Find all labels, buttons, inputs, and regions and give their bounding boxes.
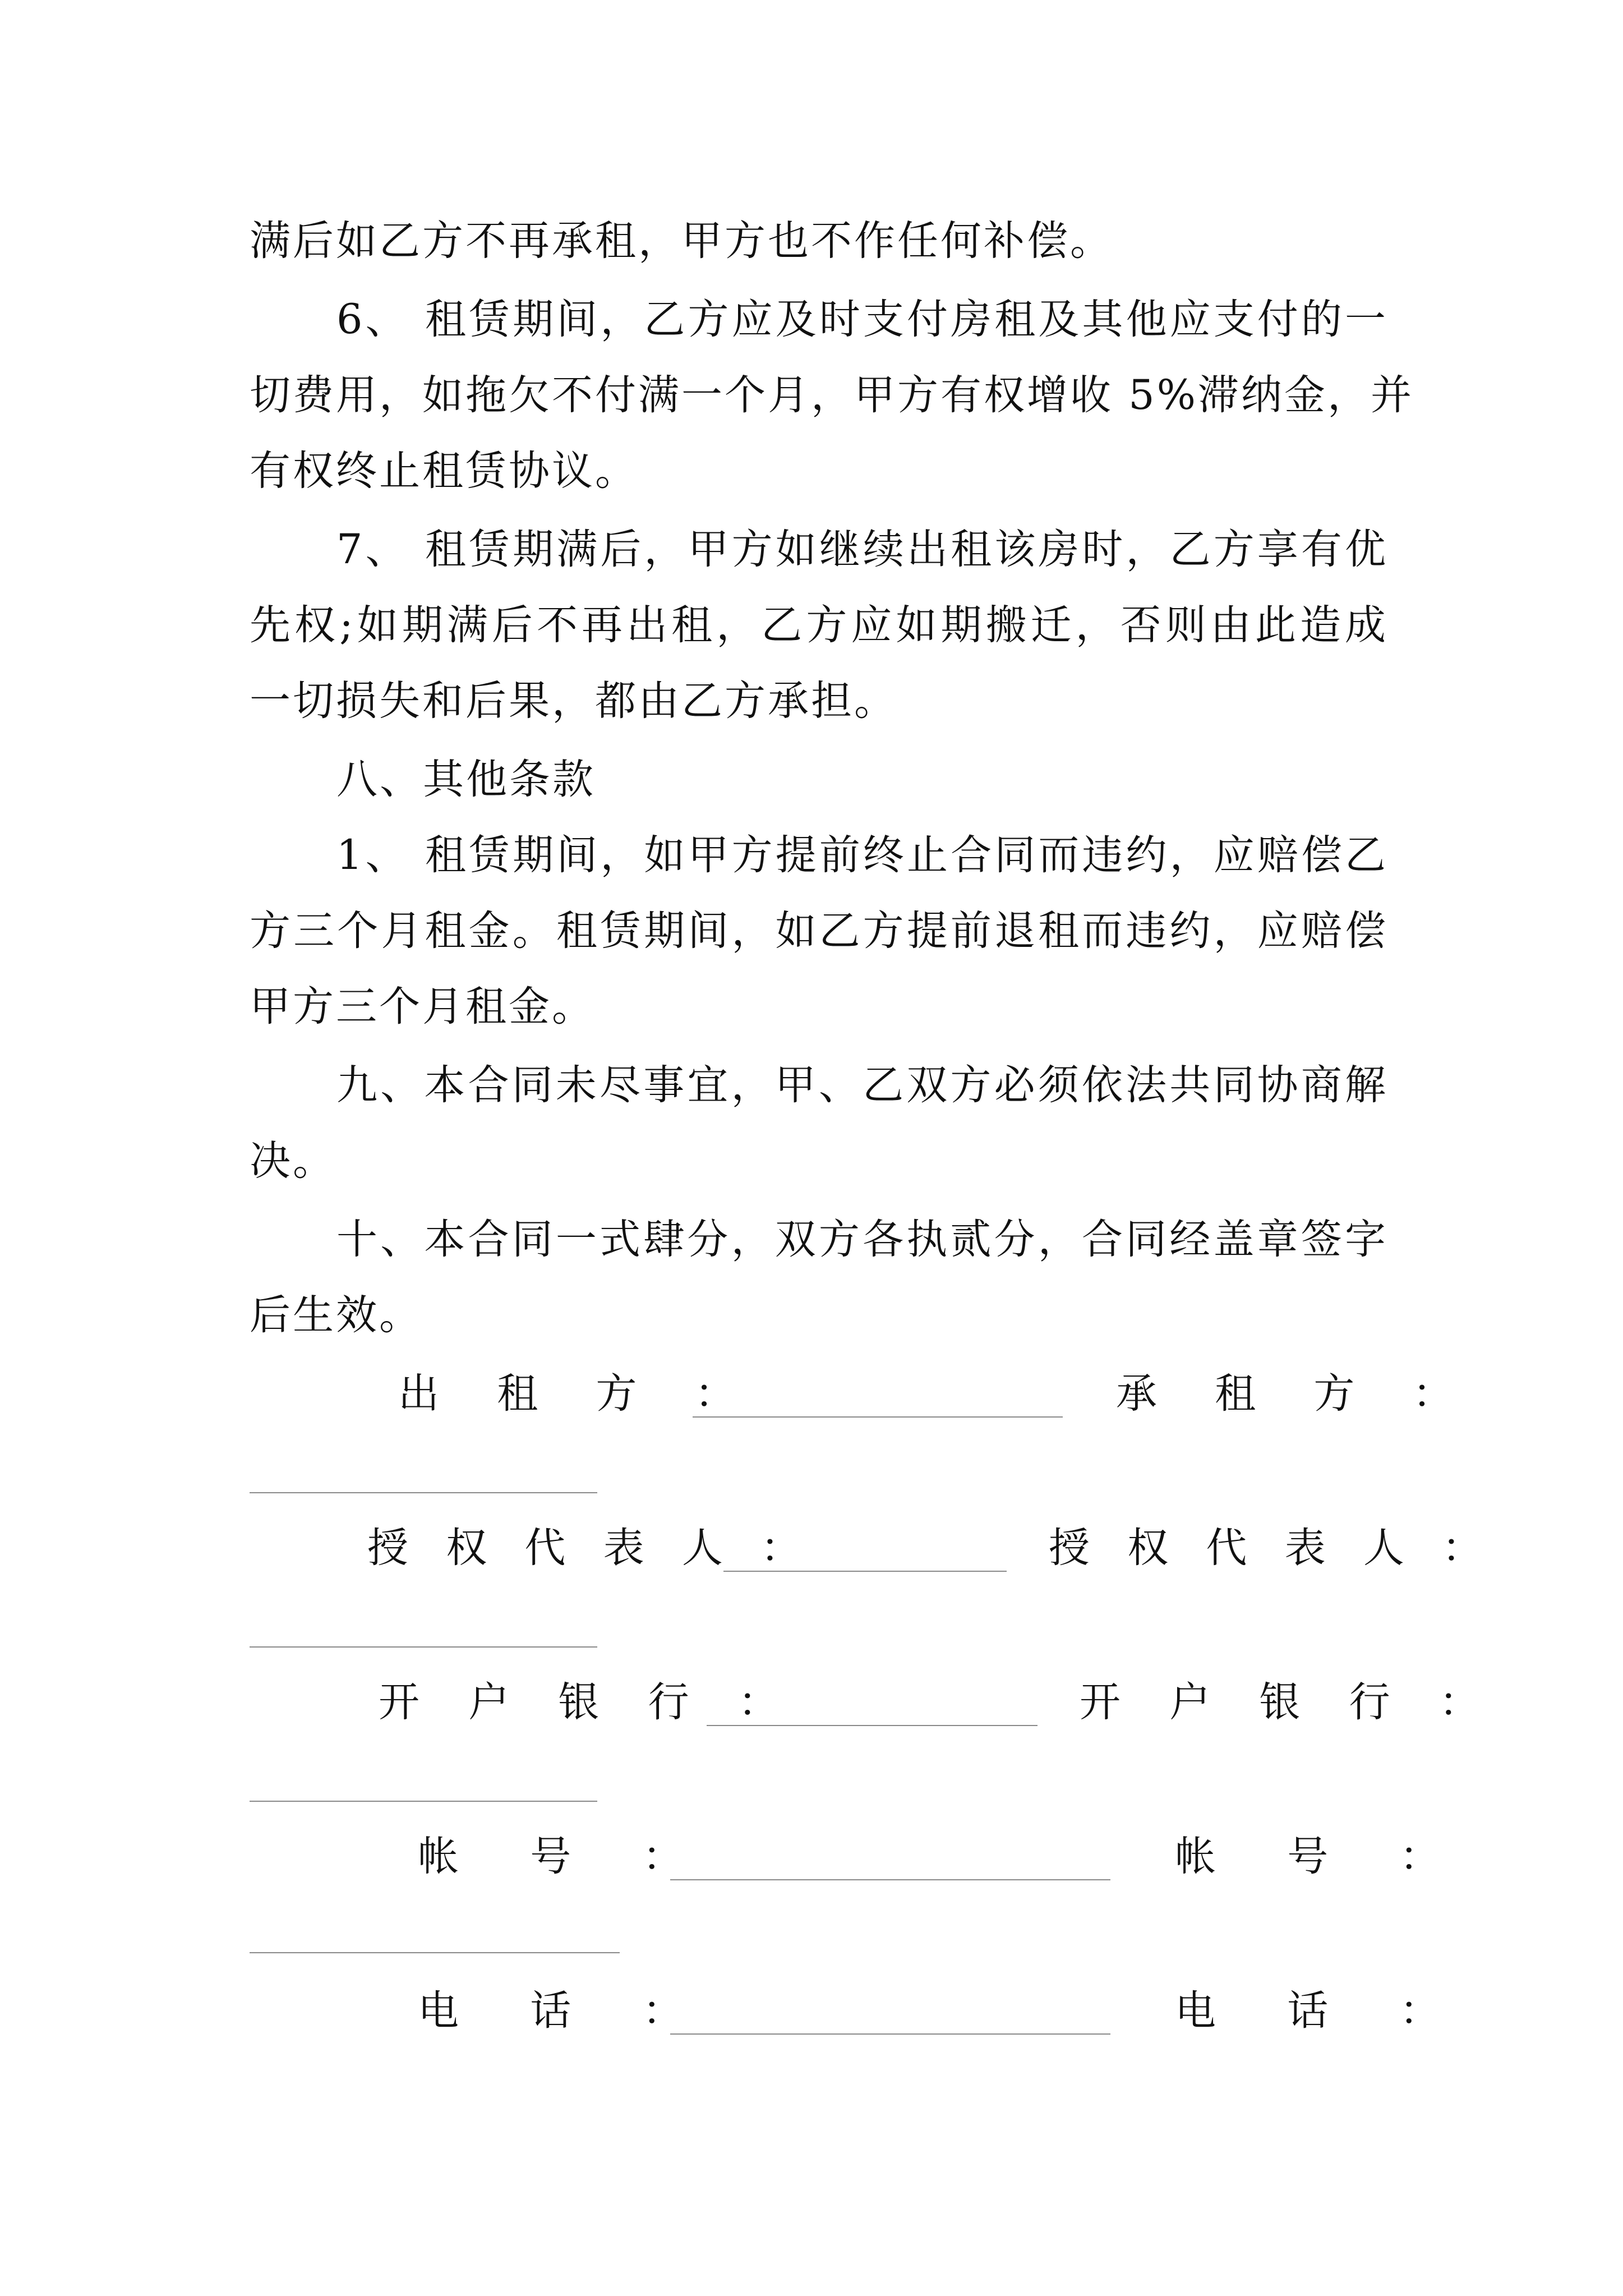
clause-6-line-3: 有权终止租赁协议。 bbox=[250, 447, 638, 495]
bank-label-lessee: 开 户 银 行 ： bbox=[1080, 1678, 1498, 1726]
section-10-line-1: 十、本合同一式肆分，双方各执贰分，合同经盖章签字 bbox=[336, 1216, 1388, 1263]
bank-blank-lessor[interactable] bbox=[707, 1725, 1038, 1726]
lessee-blank[interactable] bbox=[250, 1492, 597, 1493]
account-label-lessee: 帐 号 ： bbox=[1175, 1833, 1470, 1880]
rep-label-lessee: 授 权 代 表 人 ： bbox=[1049, 1524, 1496, 1572]
signature-row-phone bbox=[250, 1983, 1470, 2050]
section-9-line-2: 决。 bbox=[250, 1137, 336, 1185]
clause-1-line-2: 方三个月租金。租赁期间，如乙方提前退租而违约，应赔偿 bbox=[250, 907, 1388, 955]
account-blank-lessee[interactable] bbox=[250, 1952, 620, 1953]
bank-label-lessor: 开 户 银 行 ： bbox=[379, 1678, 797, 1726]
lessee-label: 承 租 方 ： bbox=[1116, 1370, 1476, 1418]
signature-row-parties bbox=[250, 1366, 1476, 1433]
section-9-line-1: 九、本合同未尽事宜，甲、乙双方必须依法共同协商解 bbox=[336, 1061, 1388, 1109]
phone-label-lessee: 电 话 ： bbox=[1175, 1987, 1470, 2035]
clause-6-line-2: 切费用，如拖欠不付满一个月，甲方有权增收 5%滞纳金，并 bbox=[250, 371, 1414, 419]
rep-label-lessor: 授 权 代 表 人 ： bbox=[367, 1524, 814, 1572]
rep-blank-lessor[interactable] bbox=[723, 1571, 1007, 1572]
clause-1-line-1: 1、 租赁期间，如甲方提前终止合同而违约，应赔偿乙 bbox=[336, 831, 1388, 879]
phone-blank-lessor[interactable] bbox=[670, 2033, 1110, 2035]
signature-row-representatives bbox=[250, 1520, 1496, 1588]
section-8-heading: 八、其他条款 bbox=[336, 756, 596, 803]
rep-blank-lessee[interactable] bbox=[250, 1646, 597, 1648]
signature-row-bank bbox=[250, 1674, 1498, 1742]
lessor-blank[interactable] bbox=[693, 1416, 1063, 1418]
account-blank-lessor[interactable] bbox=[670, 1879, 1110, 1880]
clause-1-line-3: 甲方三个月租金。 bbox=[250, 983, 595, 1030]
phone-label-lessor: 电 话 ： bbox=[418, 1987, 713, 2035]
signature-row-account bbox=[250, 1829, 1470, 1896]
section-10-line-2: 后生效。 bbox=[250, 1291, 422, 1339]
bank-blank-lessee[interactable] bbox=[250, 1801, 597, 1802]
clause-6-line-1: 6、 租赁期间，乙方应及时支付房租及其他应支付的一 bbox=[336, 296, 1388, 343]
clause-7-line-1: 7、 租赁期满后，甲方如继续出租该房时，乙方享有优 bbox=[336, 526, 1388, 573]
paragraph-line: 满后如乙方不再承租，甲方也不作任何补偿。 bbox=[250, 217, 1113, 265]
clause-7-line-3: 一切损失和后果，都由乙方承担。 bbox=[250, 677, 897, 725]
account-label-lessor: 帐 号 ： bbox=[418, 1833, 713, 1880]
clause-7-line-2: 先权;如期满后不再出租，乙方应如期搬迁，否则由此造成 bbox=[250, 601, 1388, 649]
lessor-label: 出 租 方 ： bbox=[398, 1370, 758, 1418]
